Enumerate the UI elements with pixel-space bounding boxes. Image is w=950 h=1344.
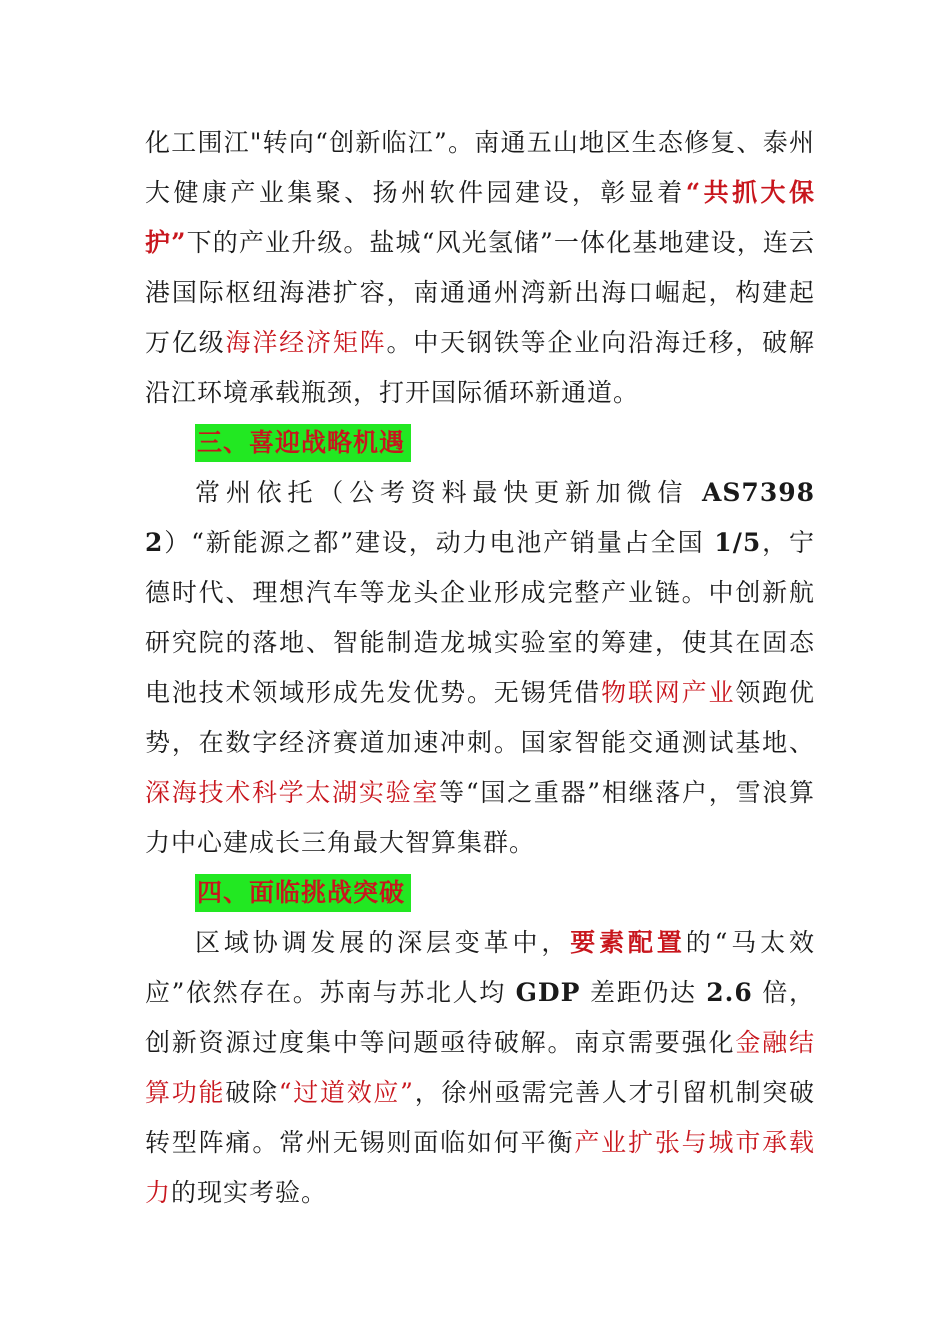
text-run: 差距仍达 [580, 978, 707, 1007]
paragraph-section2-tail [145, 118, 815, 418]
text-run: 常州依托（公考资料最快更新加微信 [195, 478, 702, 507]
text-run: 。中天钢铁等企业向沿海迁移，破解沿江环境承载瓶颈，打开国际循环新通道。 [145, 328, 815, 407]
section-heading-row [145, 418, 815, 468]
text-run: 倍，创新资源过度集中等问题亟待破解。南京需要强化 [145, 978, 815, 1057]
section-heading-3: 三、喜迎战略机遇 [195, 424, 411, 462]
text-run: ）“新能源之都”建设，动力电池产销量占全国 [163, 528, 715, 557]
text-run: 的现实考验。 [171, 1178, 328, 1207]
paragraph-section3 [145, 468, 815, 868]
text-run: 化工围江"转向“创新临江”。南通五山地区生态修复、泰州大健康产业集聚、扬州软件园建设，彰显着 [145, 128, 815, 207]
text-run: ，宁德时代、理想汽车等龙头企业形成完整产业链。中创新航研究院的落地、智能制造龙城实验室的筹建，使其在固态电池技术领域形成先发优势。无锡凭借 [145, 528, 815, 707]
highlight-phrase: 产业扩张与城市承载力 [145, 1128, 815, 1207]
section-heading-4: 四、面临挑战突破 [195, 874, 411, 912]
highlight-phrase: 物联网产业 [601, 678, 736, 707]
section-heading-row [145, 868, 815, 918]
text-run: 领跑优势，在数字经济赛道加速冲刺。国家智能交通测试基地、 [145, 678, 815, 757]
text-run: ，徐州亟需完善人才引留机制突破转型阵痛。常州无锡则面临如何平衡 [145, 1078, 815, 1157]
gdp-label: GDP [515, 978, 581, 1007]
text-run: 下的产业升级。盐城“风光氢储”一体化基地建设，连云港国际枢纽海港扩容，南通通州湾新出海口崛起，构建起万亿级 [145, 228, 815, 357]
text-run: 的“马太效应”依然存在。苏南与苏北人均 [145, 928, 815, 1007]
text-run: 区域协调发展的深层变革中， [195, 928, 571, 957]
gap-multiplier: 2.6 [706, 978, 753, 1007]
highlight-phrase: 要素配置 [570, 928, 686, 957]
paragraph-section4 [145, 918, 815, 1218]
highlight-phrase: “过道效应” [278, 1078, 414, 1107]
text-run: 等“国之重器”相继落户，雪浪算力中心建成长三角最大智算集群。 [145, 778, 815, 857]
text-run: 破除 [225, 1078, 279, 1107]
share-fraction: 1/5 [714, 528, 762, 557]
highlight-phrase: 深海技术科学太湖实验室 [145, 778, 440, 807]
wechat-id: AS73982 [145, 478, 815, 557]
highlight-phrase: “共抓大保护” [145, 178, 815, 257]
highlight-phrase: 金融结算功能 [145, 1028, 815, 1107]
highlight-phrase: 海洋经济矩阵 [225, 328, 387, 357]
document-body [145, 118, 815, 1218]
